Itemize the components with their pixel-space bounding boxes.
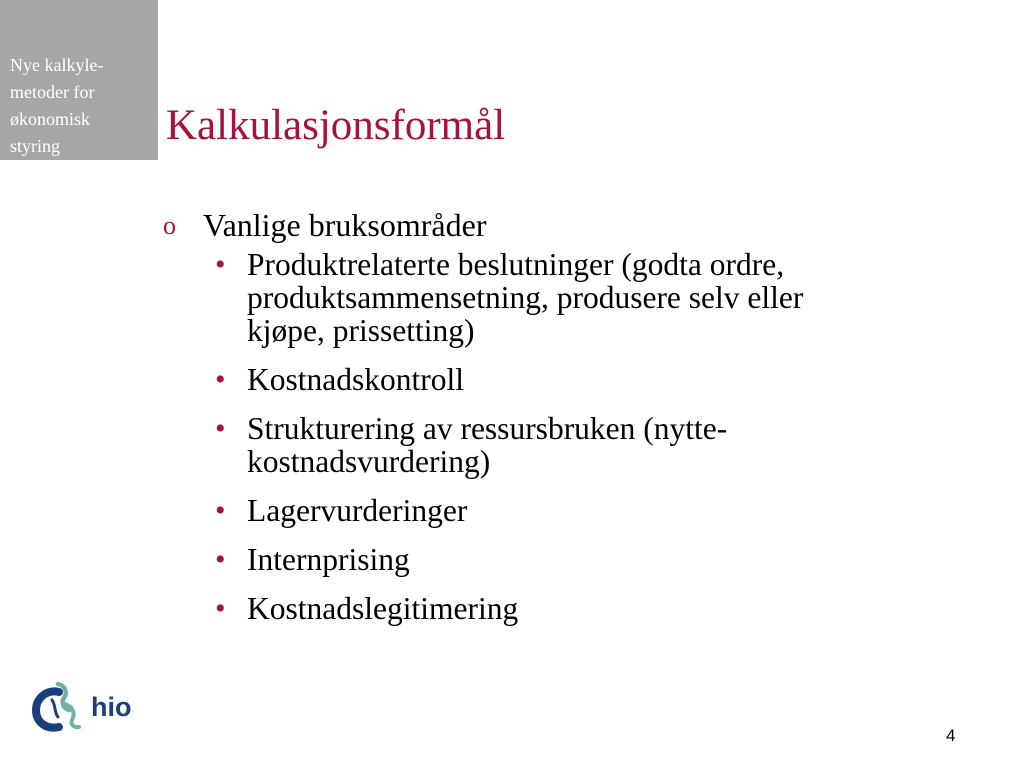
sidebar-line: metoder for	[10, 82, 95, 102]
sidebar-line: økonomisk	[10, 109, 91, 129]
sidebar-box	[0, 0, 158, 160]
list-item-line: kjøpe, prissetting)	[247, 313, 475, 348]
sidebar-line: styring	[10, 136, 61, 156]
list-item-line: Internprising	[247, 542, 410, 577]
bullet-icon: •	[215, 592, 226, 625]
bullet-icon: •	[215, 412, 226, 445]
heading-item	[163, 206, 963, 244]
heading-text: Vanlige bruksområder	[203, 207, 487, 243]
list-item-line: Lagervurderinger	[247, 493, 468, 528]
list-item	[163, 592, 963, 625]
hio-logo-icon	[32, 680, 90, 736]
list-item	[163, 363, 963, 396]
list-item	[163, 494, 963, 527]
list-item-line: kostnadsvurdering)	[247, 444, 491, 479]
slide-content	[163, 206, 963, 641]
list-item	[163, 412, 963, 478]
page-number: 4	[946, 726, 956, 745]
bullet-icon: •	[215, 363, 226, 396]
slide-title: Kalkulasjonsformål	[166, 102, 506, 149]
bullet-list	[163, 248, 963, 625]
bullet-icon: •	[215, 494, 226, 527]
list-item-line: Strukturering av ressursbruken (nytte-	[247, 411, 728, 446]
list-item-line: Kostnadskontroll	[247, 362, 464, 397]
sidebar-line: Nye kalkyle-	[10, 55, 104, 75]
bullet-icon: •	[215, 248, 226, 281]
bullet-icon: •	[215, 543, 226, 576]
list-item	[163, 248, 963, 347]
list-item-line: Kostnadslegitimering	[247, 591, 519, 626]
logo-text: hio	[91, 692, 132, 722]
list-item-line: produktsammensetning, produsere selv eller	[247, 280, 804, 315]
list-item	[163, 543, 963, 576]
circle-bullet-icon: o	[163, 211, 176, 240]
hio-logo	[32, 680, 142, 736]
sidebar-caption	[10, 52, 155, 160]
list-item-line: Produktrelaterte beslutninger (godta ordre,	[247, 247, 785, 282]
